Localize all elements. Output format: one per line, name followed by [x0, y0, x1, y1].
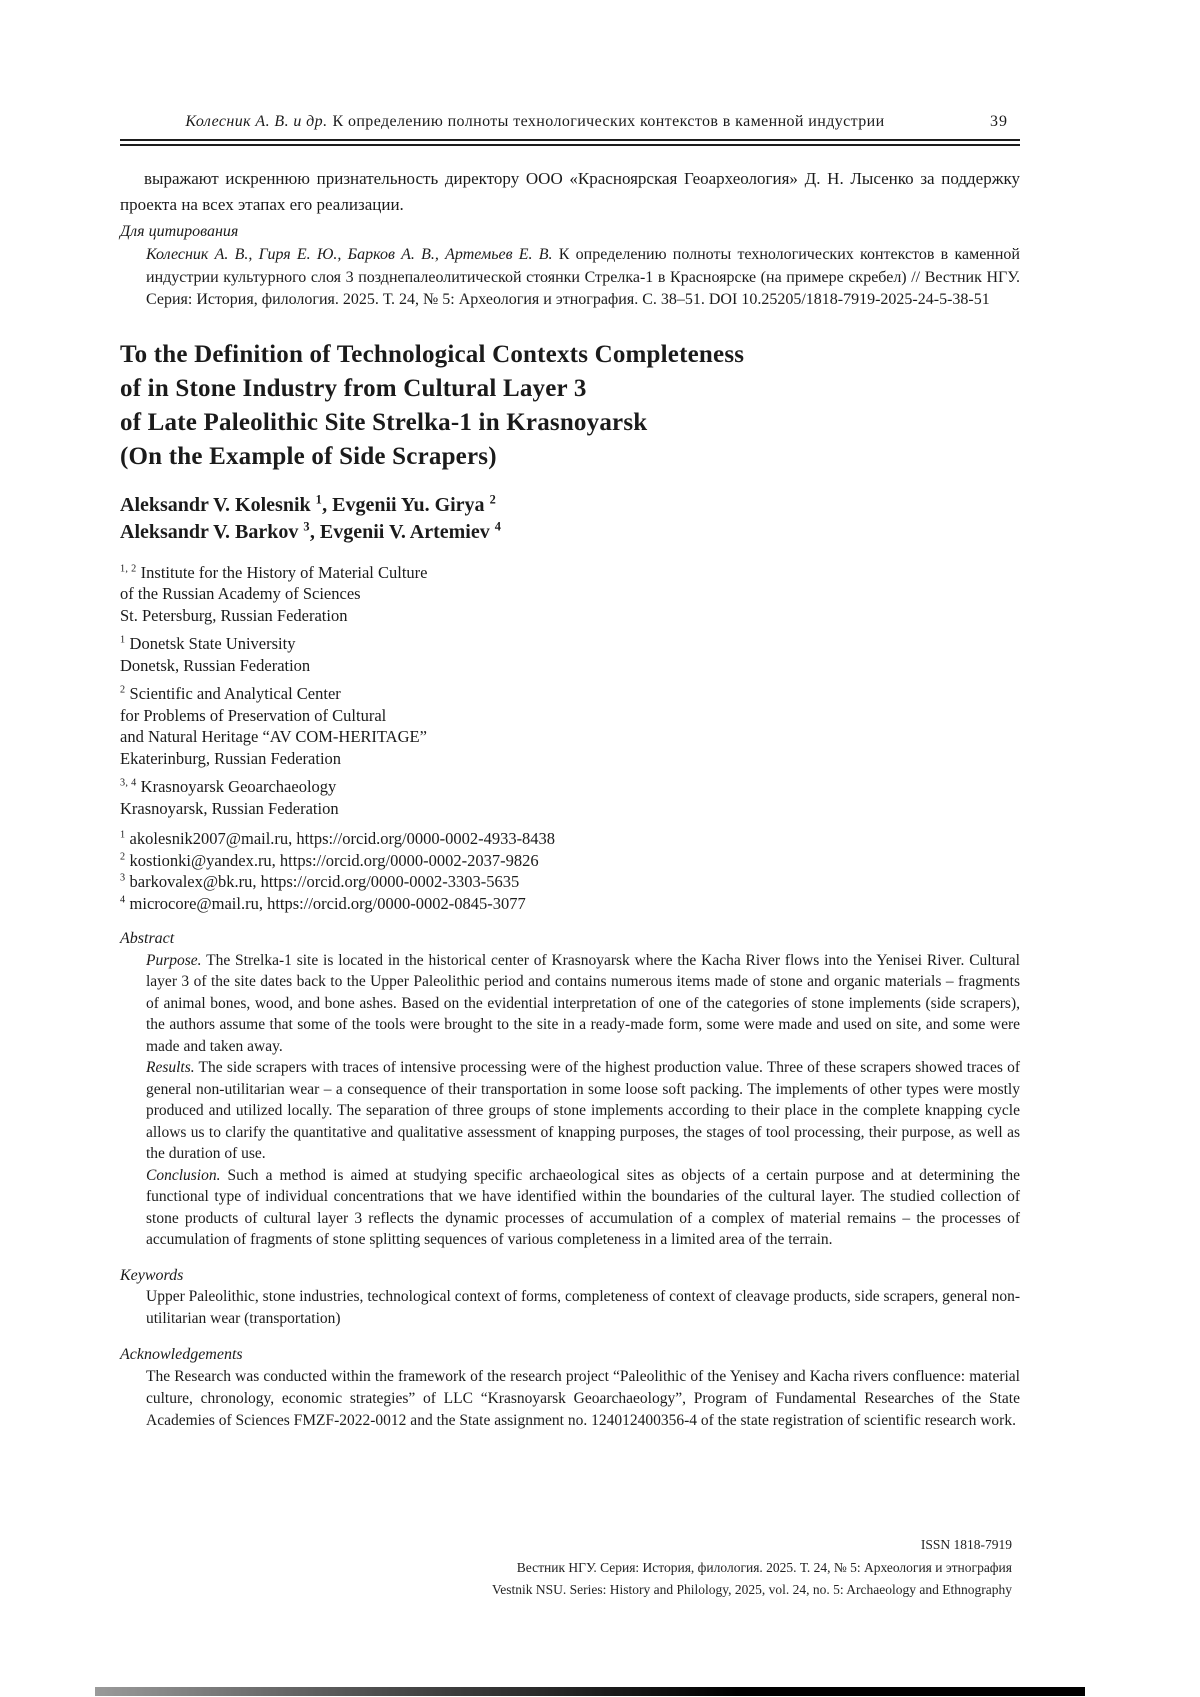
citation-paragraph: Колесник А. В., Гиря Е. Ю., Барков А. В., Артемьев Е. В. К определению полноты технологических контекстов в каменной индустрии культурного слоя 3 позднепалеолитической стоянки Стрелка-1 в Красноярске (на примере скребел) // Вестник НГУ. Серия: История, филология. 2025. Т. 24, № 5: Археология и этнография. С. 38–51. DOI 10.25205/1818-7919-2025-24-5-38-51: [146, 246, 1020, 308]
affiliation-group: [120, 776, 1020, 819]
article-title: [120, 338, 1020, 474]
contact-orcid-line: $^1$ akolesnik2007@mail.ru, https://orcid.org/0000-0002-4933-8438: [120, 829, 556, 848]
header-double-rule: [120, 139, 1020, 146]
contact-orcid-line: $^3$ barkovalex@bk.ru, https://orcid.org/0000-0002-3303-5635: [120, 872, 520, 891]
affiliations-block: [120, 562, 1020, 820]
affiliation-line: for Problems of Preservation of Cultural: [120, 705, 387, 725]
affiliation-line: Donetsk, Russian Federation: [120, 655, 311, 675]
contact-orcid-line: $^4$ microcore@mail.ru, https://orcid.org/0000-0002-0845-3077: [120, 893, 526, 913]
running-head-text: [185, 113, 954, 130]
affiliation-line: $^2$ Scientific and Analytical Center: [120, 684, 341, 703]
article-title-line: of Late Paleolithic Site Strelka-1 in Krasnoyarsk: [120, 408, 648, 436]
keywords-text: Upper Paleolithic, stone industries, technological context of forms, completeness of context of cleavage products, side scrapers, general non-utilitarian wear (transportation): [146, 1288, 1020, 1327]
affiliation-line: and Natural Heritage “AV COM-HERITAGE”: [120, 727, 427, 746]
running-head: [120, 0, 1020, 132]
journal-footer-line: ISSN 1818-7919: [920, 1537, 1012, 1552]
affiliation-group: [120, 633, 1020, 676]
abstract-paragraph: Results. The side scrapers with traces of intensive processing were of the highest production value. Three of these scrapers showed traces of general non-utilitarian wear – a consequence of their transportation in some loose soft packing. The implements of other types were mostly produced and utilized locally. The separation of three groups of stone implements according to their place in the complete knapping cycle allows us to clarify the quantitative and qualitative assessment of knapping purposes, the stages of tool processing, their purpose, as well as the duration of use.: [146, 1059, 1020, 1162]
affiliation-line: Ekaterinburg, Russian Federation: [120, 748, 342, 768]
keywords-label: Keywords: [120, 1266, 184, 1284]
journal-footer: [120, 1534, 1012, 1602]
article-title-line: To the Definition of Technological Contexts Completeness: [120, 340, 745, 368]
author-line: Aleksandr V. Barkov $^3$, Evgenii V. Artemiev $^4$: [120, 518, 502, 543]
running-head-authors: Колесник А. В. и др.: [185, 113, 328, 130]
running-head-title: К определению полноты технологических контекстов в каменной индустрии: [332, 113, 885, 130]
acknowledgements-text: The Research was conducted within the framework of the research project “Paleolithic of the Yenisey and Kacha rivers confluence: material culture, chronology, economic strategies” of LLC “Krasnoyarsk Geoarchaeology”, Program of Fundamental Researches of the State Academies of Sciences FMZF-2022-0012 and the State assignment no. 124012400356-4 of the state registration of scientific research work.: [146, 1367, 1020, 1429]
contact-orcid-line: $^2$ kostionki@yandex.ru, https://orcid.org/0000-0002-2037-9826: [120, 850, 539, 870]
page-content-column: [120, 0, 1020, 1432]
abstract-paragraph: Conclusion. Such a method is aimed at studying specific archaeological sites as objects of a certain purpose and at determining the functional type of individual concentrations that we have identified within the boundaries of the cultural layer. The studied collection of stone products of cultural layer 3 reflects the dynamic processes of accumulation of a complex of material remains – the processes of accumulation of fragments of stone splitting sequences of various completeness in a limited area of the terrain.: [146, 1166, 1020, 1248]
abstract-body: [120, 950, 1020, 1251]
journal-footer-line: Вестник НГУ. Серия: История, филология. 2025. Т. 24, № 5: Археология и этнография: [516, 1559, 1012, 1575]
scan-artifact-bar: [95, 1687, 1085, 1696]
affiliation-line: St. Petersburg, Russian Federation: [120, 605, 348, 625]
acknowledgements-label: Acknowledgements: [120, 1346, 243, 1363]
article-title-line: (On the Example of Side Scrapers): [120, 442, 497, 470]
journal-footer-line: Vestnik NSU. Series: History and Philology, 2025, vol. 24, no. 5: Archaeology and Ethnography: [492, 1582, 1012, 1597]
article-title-line: of in Stone Industry from Cultural Layer 3: [120, 374, 587, 402]
authors-block: [120, 492, 1020, 546]
abstract-label: Abstract: [120, 930, 175, 947]
affiliation-line: $^{3, 4}$ Krasnoyarsk Geoarchaeology: [120, 777, 337, 796]
affiliation-group: [120, 683, 1020, 769]
affiliation-line: Krasnoyarsk, Russian Federation: [120, 798, 339, 818]
affiliation-group: [120, 562, 1020, 627]
contacts-block: [120, 828, 1020, 914]
abstract-paragraph: Purpose. The Strelka-1 site is located in the historical center of Krasnoyarsk where the Kacha River flows into the Yenisei River. Cultural layer 3 of the site dates back to the Upper Paleolithic period and contains numerous items made of stone and organic materials – fragments of animal bones, wood, and bone ashes. Based on the evidential interpretation of one of the categories of stone implements (side scrapers), the authors assume that some of the tools were brought to the site in a ready-made form, some were made and used on site, and some were made and taken away.: [146, 951, 1020, 1055]
affiliation-line: $^1$ Donetsk State University: [120, 634, 296, 653]
affiliation-line: $^{1, 2}$ Institute for the History of Material Culture: [120, 562, 428, 582]
acknowledgment-ru-paragraph: выражают искреннюю признательность директору ООО «Красноярская Геоархеология» Д. Н. Лысенко за поддержку проекта на всех этапах его реализации.: [120, 169, 1020, 214]
page-number: 39: [990, 113, 1008, 130]
citation-label: Для цитирования: [120, 223, 239, 240]
affiliation-line: of the Russian Academy of Sciences: [120, 584, 361, 603]
author-line: Aleksandr V. Kolesnik $^1$, Evgenii Yu. Girya $^2$: [120, 491, 497, 516]
